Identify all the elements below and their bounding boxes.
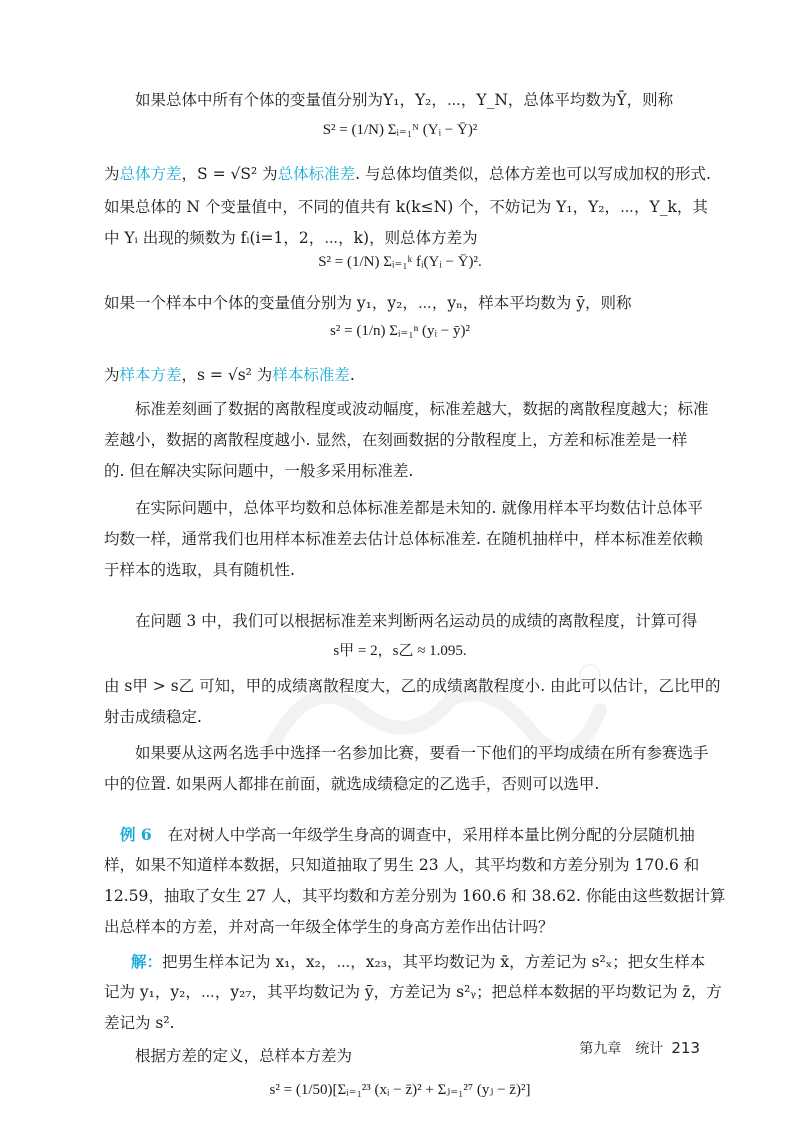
text: 在对树人中学高一年级学生身高的调查中，采用样本量比例分配的分层随机抽 [167,826,695,844]
paragraph: 由 s甲 > s乙 可知，甲的成绩离散程度大，乙的成绩离散程度小. 由此可以估计，乙比甲的 [104,677,721,695]
text: 为 [104,165,120,183]
formula-text: S² = (1/N) Σᵢ₌₁ᵏ fᵢ(Yᵢ − Ȳ)². [318,254,482,270]
solution [104,945,723,979]
definition-line [104,359,696,392]
page-footer [579,1038,700,1058]
paragraph: 射击成绩稳定. [104,708,202,726]
definition-line [104,158,711,191]
page-number: 213 [671,1039,700,1057]
formula-weighted-variance [104,252,696,271]
paragraph: 于样本的选取，具有随机性. [104,561,295,579]
formula-text: s² = (1/50)[Σᵢ₌₁²³ (xᵢ − z̄)² + Σⱼ₌₁²⁷ (yⱼ − z̄)²] [269,1082,531,1098]
paragraph: 出总样本的方差，并对高一年级全体学生的身高方差作出估计吗？ [104,918,554,936]
paragraph: 中 Yᵢ 出现的频数为 fᵢ(i=1，2，⋯，k)，则总体方差为 [104,229,478,247]
formula-population-variance [104,120,696,139]
solution-label: 解： [131,952,163,971]
paragraph: 中的位置. 如果两人都排在前面，就选成绩稳定的乙选手，否则可以选甲. [104,775,600,793]
paragraph: 根据方差的定义，总样本方差为 [135,1047,353,1065]
paragraph: 样，如果不知道样本数据，只知道抽取了男生 23 人，其平均数和方差分别为 170.6 和 [104,856,700,874]
paragraph: 在实际问题中，总体平均数和总体标准差都是未知的. 就像用样本平均数估计总体平 [135,499,703,517]
paragraph: 均数一样，通常我们也用样本标准差去估计总体标准差. 在随机抽样中，样本标准差依赖 [104,530,703,548]
formula-sd-values [104,639,696,660]
paragraph: 标准差刻画了数据的离散程度或波动幅度，标准差越大，数据的离散程度越大；标准 [135,400,709,418]
formula-text: s甲 = 2，s乙 ≈ 1.095. [333,643,467,659]
formula-text: S² = (1/N) Σᵢ₌₁ᴺ (Yᵢ − Ȳ)² [322,122,478,138]
paragraph: 在问题 3 中，我们可以根据标准差来判断两名运动员的成绩的离散程度，计算可得 [135,612,698,630]
paragraph: 如果总体中所有个体的变量值分别为Y₁，Y₂，⋯，Y_N，总体平均数为Ȳ，则称 [135,91,674,109]
text: ，s = √s² 为 [181,366,273,384]
formula-sample-variance [104,321,696,340]
paragraph: 如果要从这两名选手中选择一名参加比赛，要看一下他们的平均成绩在所有参赛选手 [135,744,709,762]
term-sample-variance: 样本方差 [119,366,182,384]
example-6 [104,818,712,852]
term-total-sd: 总体标准差 [277,165,356,183]
formula-total-sample-variance [104,1080,696,1099]
example-label: 例 6 [120,825,152,844]
paragraph: 记为 y₁，y₂，⋯，y₂₇，其平均数记为 ȳ，方差记为 s²ᵧ；把总样本数据的平均数记为 z̄，方 [104,983,722,1001]
paragraph: 如果一个样本中个体的变量值分别为 y₁，y₂，⋯，yₙ，样本平均数为 ȳ，则称 [104,294,632,312]
formula-text: s² = (1/n) Σᵢ₌₁ⁿ (yᵢ − ȳ)² [330,323,470,339]
term-total-variance: 总体方差 [119,165,182,183]
text: . [349,366,355,384]
term-sample-sd: 样本标准差 [272,366,350,384]
paragraph: 12.59，抽取了女生 27 人，其平均数和方差分别为 160.6 和 38.62. 你能由这些数据计算 [104,887,726,905]
text: 为 [104,366,120,384]
chapter-label: 第九章 统计 [579,1041,664,1057]
paragraph: 的. 但在解决实际问题中，一般多采用标准差. [104,462,414,480]
text: 把男生样本记为 x₁，x₂，⋯，x₂₃，其平均数记为 x̄，方差记为 s²ₓ；把女生样本 [162,953,706,971]
text: . 与总体均值类似，总体方差也可以写成加权的形式. [355,165,711,183]
paragraph: 差越小，数据的离散程度越小. 显然，在刻画数据的分散程度上，方差和标准差是一样 [104,431,688,449]
paragraph: 如果总体的 N 个变量值中，不同的值共有 k(k≤N) 个，不妨记为 Y₁，Y₂，⋯，Y_k，其 [104,198,708,216]
paragraph: 差记为 s². [104,1014,175,1032]
text: ，S = √S² 为 [181,165,278,183]
